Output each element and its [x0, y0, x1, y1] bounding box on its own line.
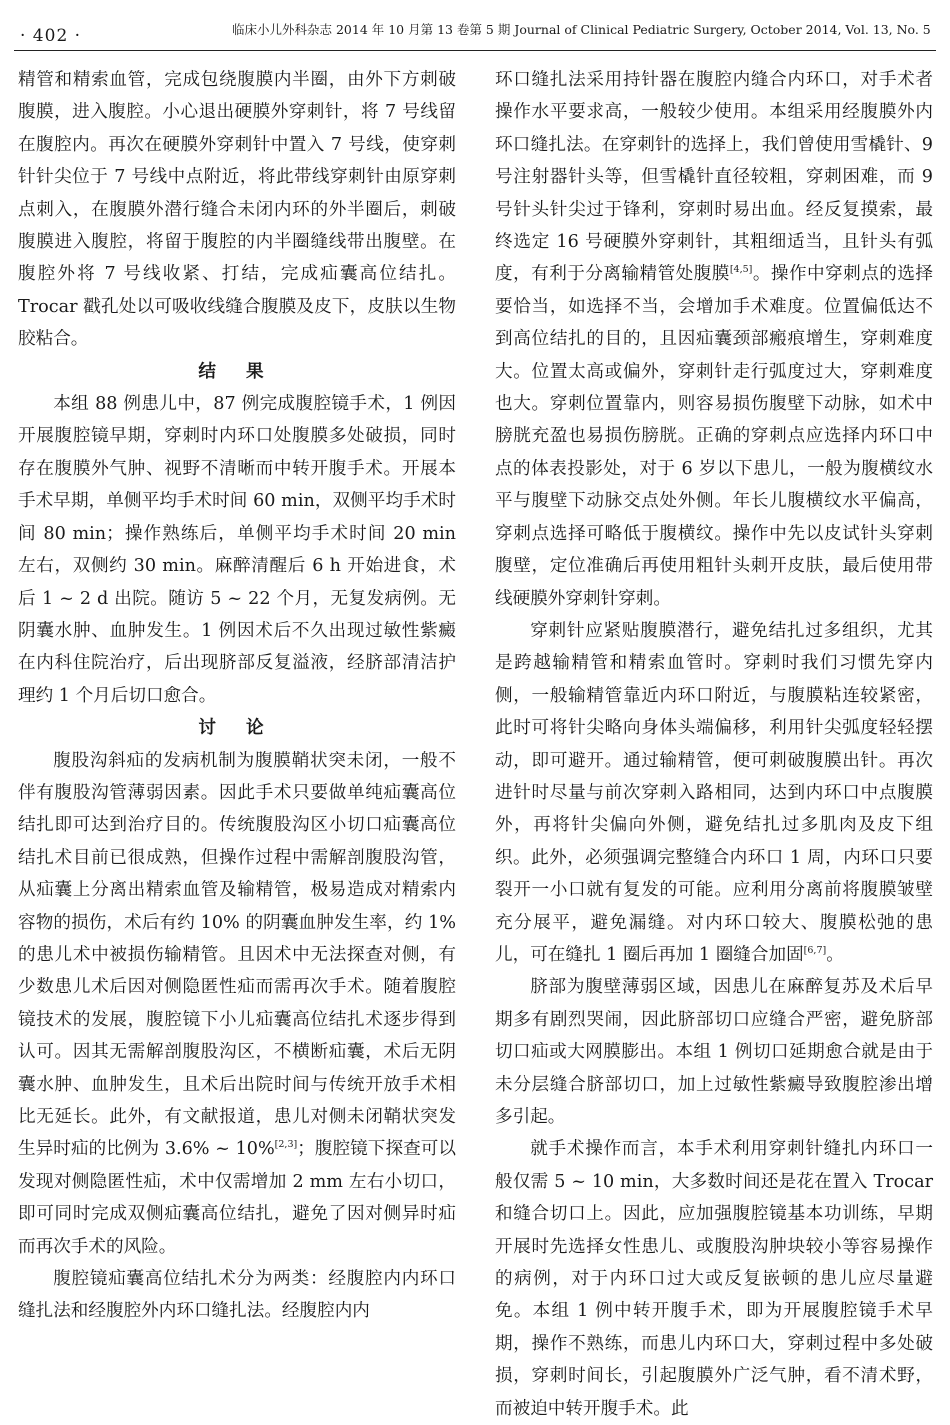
right-p1-text-b: 。操作中穿刺点的选择要恰当，如选择不当，会增加手术难度。位置偏低达不到高位结扎的目的，且因疝囊颈部瘢痕增生，穿刺难度大。位置太高或偏外，穿刺针走行弧度过大，穿刺难度也大。穿刺位置靠内，则容易损伤腹壁下动脉，如术中膀胱充盈也易损伤膀胱。正确的穿刺点应选择内环口中点的体表投影处，对于 6 岁以下患儿，一般为腹横纹水平与腹壁下动脉交点处外侧。年长儿腹横纹水平偏高，穿刺点选择可略低于腹横纹。操作中先以皮试针头穿刺腹壁，定位准确后再使用粗针头刺开皮肤，最后使用带线硬膜外穿刺针穿刺。: [495, 264, 933, 609]
results-heading: 结 果: [198, 360, 276, 382]
header-rule: [14, 50, 936, 51]
methods-paragraph-end: 精管和精索血管，完成包绕腹膜内半圈，由外下方刺破腹膜，进入腹腔。小心退出硬膜外穿刺针，将 7 号线留在腹腔内。再次在硬膜外穿刺针中置入 7 号线，使穿刺针针尖位于 7 号线中点附近，将此带线穿刺针由原穿刺点刺入，在腹膜外潜行缝合未闭内环的外半圈后，刺破腹膜进入腹腔，将留于腹腔的内半圈缝线带出腹壁。在腹腔外将 7 号线收紧、打结，完成疝囊高位结扎。Trocar 戳孔处以可吸收线缝合腹膜及皮下，皮肤以生物胶粘合。: [18, 70, 456, 350]
page-header: [0, 0, 950, 52]
discussion-p1-text-a: 腹股沟斜疝的发病机制为腹膜鞘状突未闭，一般不伴有腹股沟管薄弱因素。因此手术只要做单纯疝囊高位结扎即可达到治疗目的。传统腹股沟区小切口疝囊高位结扎术目前已很成熟，但操作过程中需解剖腹股沟管，从疝囊上分离出精索血管及输精管，极易造成对精索内容物的损伤，术后有约 10% 的阴囊血肿发生率，约 1% 的患儿术中被损伤输精管。且因术中无法探查对侧，有少数患儿术后因对侧隐匿性疝而需再次手术。随着腹腔镜技术的发展，腹腔镜下小儿疝囊高位结扎术逐步得到认可。因其无需解剖腹股沟区，不横断疝囊，术后无阴囊水肿、血肿发生，且术后出院时间与传统开放手术相比无延长。此外，有文献报道，患儿对侧未闭鞘状突发生异时疝的比例为 3.6% ~ 10%: [18, 750, 456, 1160]
right-column: [495, 64, 933, 1419]
citation-ref: [4,5]: [729, 264, 753, 276]
discussion-heading: 讨 论: [198, 717, 276, 739]
right-p2-text-a: 穿刺针应紧贴腹膜潜行，避免结扎过多组织，尤其是跨越输精管和精索血管时。穿刺时我们习惯先穿内侧，一般输精管靠近内环口附近，与腹膜粘连较紧密，此时可将针尖略向身体头端偏移，利用针尖弧度轻轻摆动，即可避开。通过输精管，便可刺破腹膜出针。再次进针时尽量与前次穿刺入路相同，达到内环口中点腹膜外，再将针尖偏向外侧，避免结扎过多肌肉及皮下组织。此外，必须强调完整缝合内环口 1 周，内环口只要裂开一小口就有复发的可能。应利用分离前将腹膜皱壁充分展平，避免漏缝。对内环口较大、腹膜松弛的患儿，可在缝扎 1 圈后再加 1 圈缝合加固: [495, 620, 933, 965]
citation-ref: [6,7]: [803, 945, 827, 957]
right-paragraph-4: 就手术操作而言，本手术利用穿刺针缝扎内环口一般仅需 5 ~ 10 min，大多数时间还是花在置入 Trocar 和缝合切口上。因此，应加强腹腔镜基本功训练，早期开展时先选择女性患儿、或腹股沟肿块较小等容易操作的病例，对于内环口过大或反复嵌顿的患儿应尽量避免。本组 1 例中转开腹手术，即为开展腹腔镜手术早期，操作不熟练，而患儿内环口大，穿刺过程中多处破损，穿刺时间长，引起腹膜外广泛气肿，看不清术野，而被迫中转开腹手术。此: [495, 1139, 933, 1419]
results-paragraph: 本组 88 例患儿中，87 例完成腹腔镜手术，1 例因开展腹腔镜早期，穿刺时内环口处腹膜多处破损，同时存在腹膜外气肿、视野不清晰而中转开腹手术。开展本手术早期，单侧平均手术时间 60 min，双侧平均手术时间 80 min；操作熟练后，单侧平均手术时间 20 min 左右，双侧约 30 min。麻醉清醒后 6 h 开始进食，术后 1 ~ 2 d 出院。随访 5 ~ 22 个月，无复发病例。无阴囊水肿、血肿发生。1 例因术后不久出现过敏性紫癜在内科住院治疗，后出现脐部反复溢液，经脐部清洁护理约 1 个月后切口愈合。: [18, 394, 456, 706]
discussion-p1-text-b: ；腹腔镜下探查可以发现对侧隐匿性疝，术中仅需增加 2 mm 左右小切口，即可同时完成双侧疝囊高位结扎，避免了因对侧异时疝而再次手术的风险。: [18, 1139, 456, 1257]
right-paragraph-1: [495, 64, 933, 615]
citation-ref: [2,3]: [274, 1139, 298, 1151]
right-p1-text-a: 环口缝扎法采用持针器在腹腔内缝合内环口，对手术者操作水平要求高，一般较少使用。本组采用经腹膜外内环口缝扎法。在穿刺针的选择上，我们曾使用雪橇针、9 号注射器针头等，但雪橇针直径较粗，穿刺困难，而 9 号针头针尖过于锋利，穿刺时易出血。经反复摸索，最终选定 16 号硬膜外穿刺针，其粗细适当，且针头有弧度，有利于分离输精管处腹膜: [495, 70, 933, 285]
right-paragraph-2: [495, 615, 933, 971]
discussion-paragraph-2: 腹腔镜疝囊高位结扎术分为两类：经腹腔内内环口缝扎法和经腹腔外内环口缝扎法。经腹腔内内: [18, 1269, 456, 1322]
discussion-paragraph-1: [18, 745, 456, 1264]
left-column: [18, 64, 456, 1394]
right-paragraph-3: 脐部为腹壁薄弱区域，因患儿在麻醉复苏及术后早期多有剧烈哭闹，因此脐部切口应缝合严密，避免脐部切口疝或大网膜膨出。本组 1 例切口延期愈合就是由于未分层缝合脐部切口，加上过敏性紫癜导致腹腔渗出增多引起。: [495, 977, 933, 1127]
page-number: · 402 ·: [20, 26, 82, 46]
running-head: 临床小儿外科杂志 2014 年 10 月第 13 卷第 5 期 Journal of Clinical Pediatric Surgery, October 2014, Vol. 13, No. 5: [232, 22, 931, 37]
right-p2-text-b: 。: [826, 944, 844, 965]
